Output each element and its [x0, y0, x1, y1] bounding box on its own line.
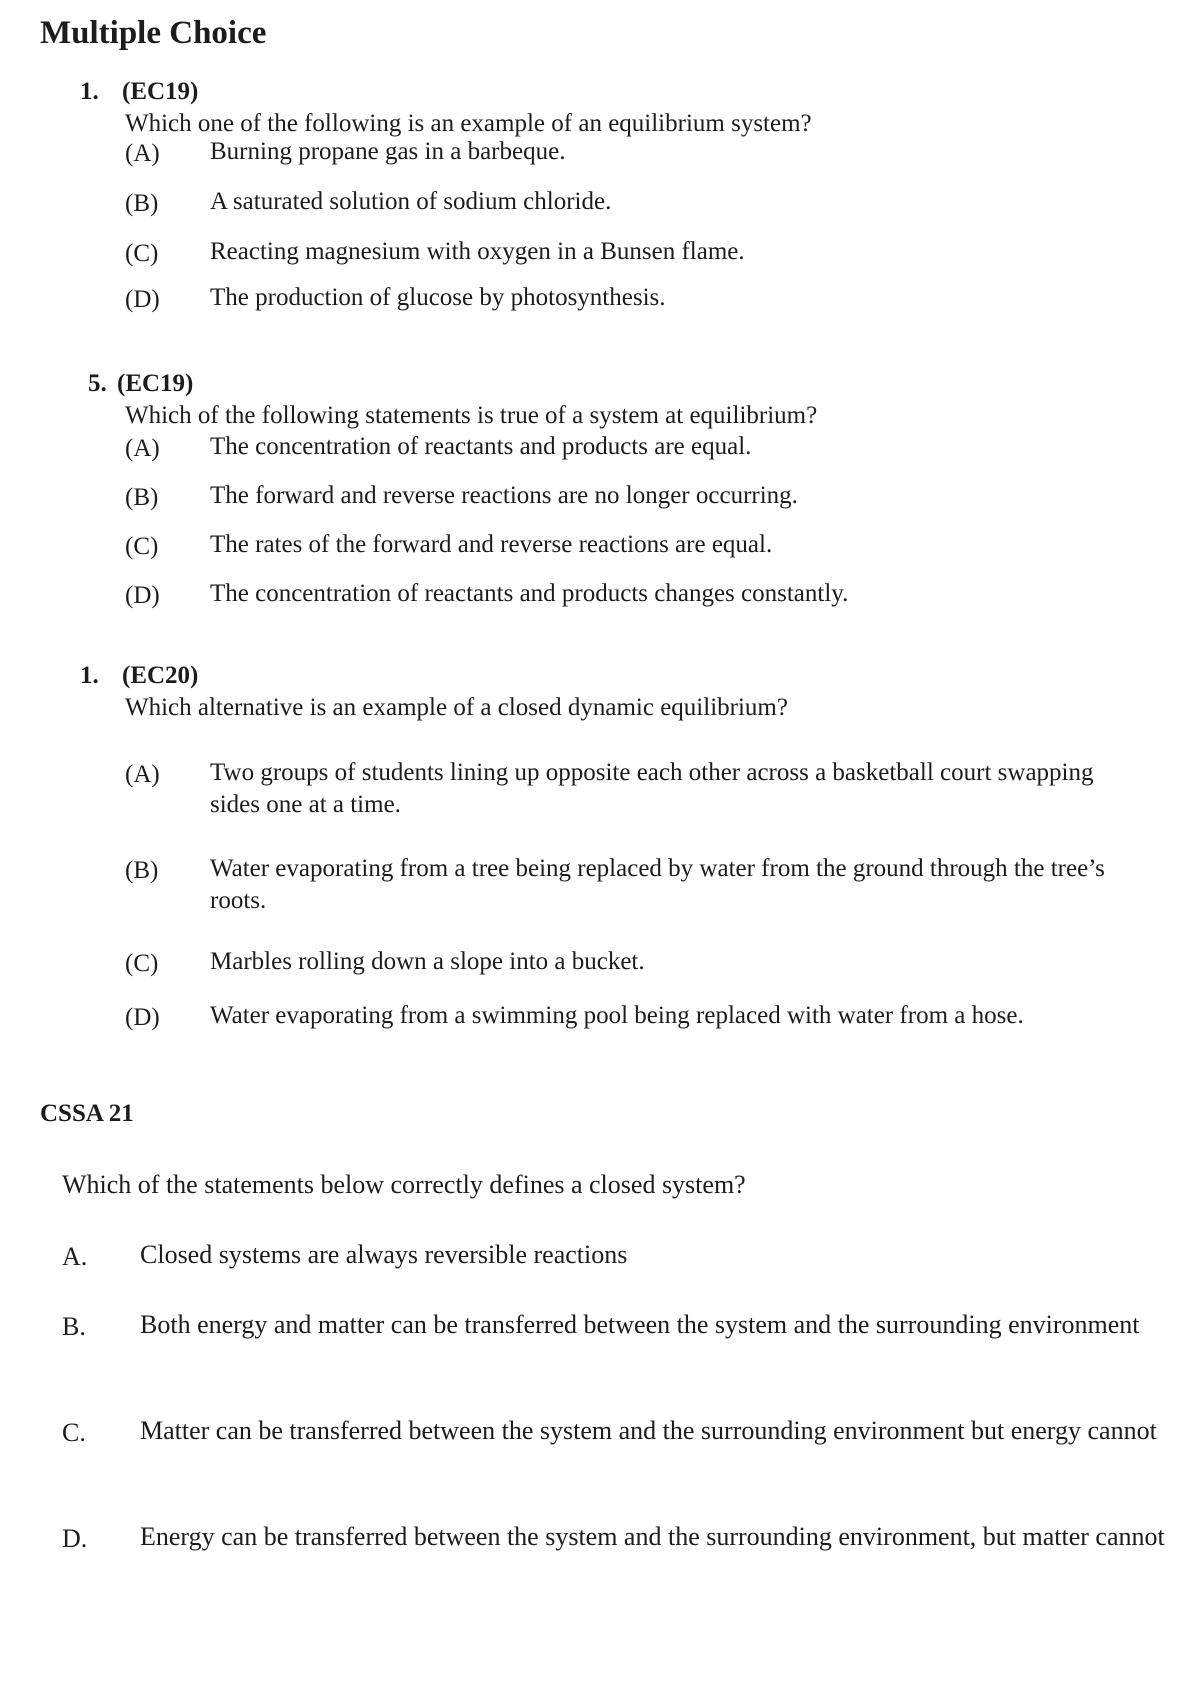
option-text: Water evaporating from a tree being replaced by water from the ground through the tree’s roots. — [210, 855, 1105, 914]
option-letter: (B) — [125, 484, 159, 511]
option-letter: (D) — [125, 1004, 160, 1031]
option-letter: (B) — [125, 190, 159, 217]
question-1-ec20-heading — [80, 662, 198, 690]
option-text: Marbles rolling down a slope into a bucket. — [210, 948, 645, 975]
option-text: The rates of the forward and reverse reactions are equal. — [210, 531, 773, 558]
question-number: 1. — [80, 78, 99, 105]
option-text: Both energy and matter can be transferred between the system and the surrounding environment — [140, 1310, 1140, 1339]
option-text: The concentration of reactants and products changes constantly. — [210, 580, 849, 607]
option-letter: (C) — [125, 240, 159, 267]
option-text: Matter can be transferred between the system and the surrounding environment but energy cannot — [140, 1416, 1157, 1445]
page-title: Multiple Choice — [40, 15, 267, 51]
option-letter: (A) — [125, 435, 160, 462]
option-text: Reacting magnesium with oxygen in a Bunsen flame. — [210, 238, 745, 265]
option-text: A saturated solution of sodium chloride. — [210, 188, 612, 215]
option-letter: (B) — [125, 857, 159, 884]
option-text: Water evaporating from a swimming pool being replaced with water from a hose. — [210, 1002, 1024, 1029]
option-text: Two groups of students lining up opposite each other across a basketball court swapping sides one at a time. — [210, 759, 1094, 818]
option-letter: (D) — [125, 286, 160, 313]
option-letter: (A) — [125, 761, 160, 788]
option-letter: (D) — [125, 582, 160, 609]
option-letter: (A) — [125, 140, 160, 167]
option-letter: (C) — [125, 533, 159, 560]
option-text: The production of glucose by photosynthesis. — [210, 284, 666, 311]
question-number: 5. — [88, 370, 107, 397]
option-text: The forward and reverse reactions are no longer occurring. — [210, 482, 798, 509]
question-stem: Which one of the following is an example of an equilibrium system? — [125, 110, 812, 137]
option-letter: (C) — [125, 950, 159, 977]
question-number: 1. — [80, 662, 99, 689]
section-heading: CSSA 21 — [40, 1100, 134, 1127]
question-stem: Which alternative is an example of a closed dynamic equilibrium? — [125, 694, 788, 721]
option-letter: A. — [62, 1242, 88, 1271]
option-text: Energy can be transferred between the system and the surrounding environment, but matter cannot — [140, 1522, 1165, 1551]
question-1-heading — [80, 78, 198, 106]
question-stem: Which of the following statements is true of a system at equilibrium? — [125, 402, 818, 429]
question-5-heading — [88, 370, 193, 398]
option-text: Burning propane gas in a barbeque. — [210, 138, 566, 165]
question-code: (EC20) — [122, 662, 199, 689]
option-text: The concentration of reactants and products are equal. — [210, 433, 752, 460]
option-letter: B. — [62, 1312, 86, 1341]
option-letter: C. — [62, 1418, 86, 1447]
option-text: Closed systems are always reversible reactions — [140, 1240, 628, 1269]
question-code: (EC19) — [122, 78, 199, 105]
question-stem: Which of the statements below correctly defines a closed system? — [62, 1170, 746, 1199]
option-letter: D. — [62, 1524, 88, 1553]
question-code: (EC19) — [117, 370, 194, 397]
